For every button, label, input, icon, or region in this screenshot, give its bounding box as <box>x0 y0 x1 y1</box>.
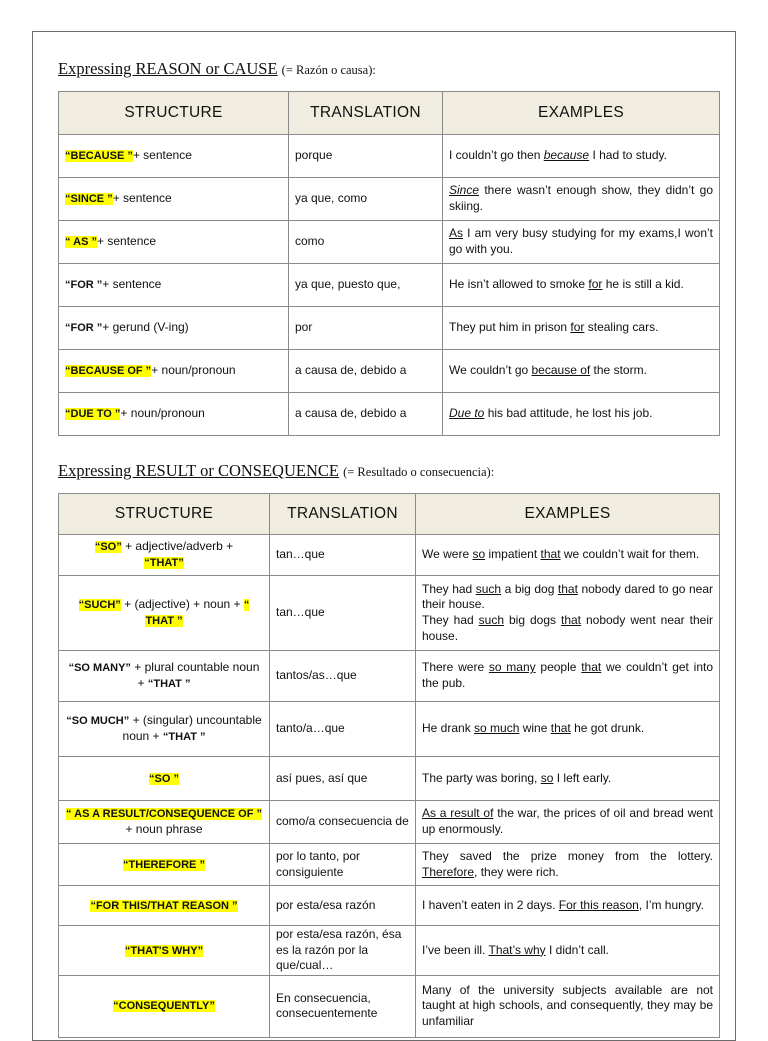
example-text: wine <box>519 721 551 736</box>
example-keyword: because of <box>531 363 591 378</box>
example-text: I didn’t call. <box>545 942 610 957</box>
translation-cell: por esta/esa razón, ésa es la razón por la que/cual… <box>270 926 416 976</box>
reason-table <box>58 91 720 436</box>
table-row <box>59 801 720 844</box>
example-text: There were <box>422 660 489 675</box>
table-row <box>59 307 720 350</box>
example-text: I couldn’t go then <box>449 148 544 163</box>
example-keyword: Due to <box>449 406 485 421</box>
keyword: “SO MANY” <box>68 662 131 675</box>
example-cell <box>443 221 720 264</box>
result-subtitle: (= Resultado o consecuencia): <box>343 465 495 479</box>
example-keyword: That’s why <box>488 942 546 957</box>
keyword: “SO” <box>94 541 122 554</box>
example-keyword: for <box>570 320 585 335</box>
translation-cell: a causa de, debido a <box>289 393 443 436</box>
example-text: , they were rich. <box>474 864 559 879</box>
structure-cell <box>59 926 270 976</box>
result-heading <box>58 461 494 481</box>
example-text: He drank <box>422 721 475 736</box>
table-row <box>59 757 720 801</box>
structure-text: + sentence <box>112 191 172 206</box>
translation-cell: por <box>289 307 443 350</box>
structure-cell <box>59 651 270 702</box>
header-structure: STRUCTURE <box>59 494 270 535</box>
example-cell <box>443 307 720 350</box>
example-text: big dogs <box>504 613 561 627</box>
example-text: stealing cars. <box>584 320 659 335</box>
structure-cell <box>59 307 289 350</box>
example-text: I left early. <box>553 770 612 785</box>
example-text: nobody went near their house. <box>422 613 713 643</box>
structure-cell <box>59 975 270 1037</box>
example-cell <box>416 844 720 886</box>
translation-cell: como/a consecuencia de <box>270 801 416 844</box>
keyword: “BECAUSE OF ” <box>65 365 152 378</box>
keyword: “FOR THIS/THAT REASON ” <box>90 899 238 912</box>
translation-cell: tan…que <box>270 576 416 651</box>
structure-text: + noun/pronoun <box>120 406 205 421</box>
example-cell: Many of the university subjects available are not taught at high schools, and consequently, they may be unfamiliar <box>416 975 720 1037</box>
structure-cell <box>59 844 270 886</box>
translation-cell: ya que, como <box>289 178 443 221</box>
table-row <box>59 975 720 1037</box>
example-text: I had to study. <box>589 148 667 163</box>
table-row <box>59 178 720 221</box>
example-keyword: that <box>550 721 571 736</box>
example-keyword: Therefore <box>422 864 475 879</box>
result-title: Expressing RESULT or CONSEQUENCE <box>58 461 339 480</box>
table-row <box>59 844 720 886</box>
table-row <box>59 651 720 702</box>
table-row <box>59 926 720 976</box>
example-cell <box>416 702 720 757</box>
keyword: “SUCH” <box>78 599 121 612</box>
example-cell <box>416 535 720 576</box>
result-header-row <box>59 494 720 535</box>
structure-text: + adjective/adverb + <box>125 539 234 554</box>
structure-text: + plural countable noun + <box>134 660 260 690</box>
structure-cell <box>59 178 289 221</box>
example-keyword: that <box>557 581 578 596</box>
example-keyword: such <box>478 613 505 627</box>
example-keyword: so much <box>474 721 520 736</box>
structure-cell <box>59 535 270 576</box>
table-row <box>59 576 720 651</box>
example-keyword: that <box>540 547 561 562</box>
structure-text: + sentence <box>132 148 192 163</box>
header-structure: STRUCTURE <box>59 92 289 135</box>
keyword: “THAT'S WHY” <box>124 944 204 957</box>
structure-cell <box>59 886 270 926</box>
example-keyword: As a result of <box>422 806 494 821</box>
example-cell <box>443 178 720 221</box>
structure-text: + sentence <box>102 277 162 292</box>
keyword: “THEREFORE ” <box>123 858 205 871</box>
example-text: he is still a kid. <box>602 277 684 292</box>
result-table <box>58 493 720 1038</box>
example-text: the storm. <box>590 363 647 378</box>
header-examples: EXAMPLES <box>416 494 720 535</box>
example-text: They put him in prison <box>449 320 571 335</box>
example-cell <box>416 757 720 801</box>
structure-text: + gerund (V-ing) <box>102 320 189 335</box>
example-text: We were <box>422 547 473 562</box>
example-keyword: for <box>588 277 603 292</box>
example-keyword: For this reason <box>558 897 639 912</box>
example-text: They saved the prize money from the lottery. <box>422 848 713 863</box>
example-text: people <box>535 660 582 675</box>
table-row <box>59 221 720 264</box>
keyword: “CONSEQUENTLY” <box>113 1000 215 1013</box>
example-text: I haven’t eaten in 2 days. <box>422 897 559 912</box>
example-keyword: such <box>475 581 502 596</box>
structure-cell <box>59 702 270 757</box>
keyword: “BECAUSE ” <box>65 150 133 163</box>
example-text: he got drunk. <box>570 721 645 736</box>
keyword: “DUE TO ” <box>65 408 121 421</box>
example-keyword: As <box>449 226 464 241</box>
keyword: “ AS A RESULT/CONSEQUENCE OF ” <box>66 808 262 821</box>
structure-cell <box>59 221 289 264</box>
example-text: I’ve been ill. <box>422 942 489 957</box>
translation-cell: como <box>289 221 443 264</box>
reason-heading <box>58 59 376 79</box>
example-keyword: so <box>472 547 486 562</box>
example-text: He isn’t allowed to smoke <box>449 277 589 292</box>
example-text: we couldn’t wait for them. <box>560 547 700 562</box>
translation-cell: por esta/esa razón <box>270 886 416 926</box>
table-row <box>59 350 720 393</box>
keyword: “SINCE ” <box>65 193 113 206</box>
header-translation: TRANSLATION <box>270 494 416 535</box>
header-examples: EXAMPLES <box>443 92 720 135</box>
example-text: I am very busy studying for my exams,I won’t go with you. <box>449 226 713 256</box>
translation-cell: ya que, puesto que, <box>289 264 443 307</box>
structure-cell <box>59 576 270 651</box>
keyword: “THAT” <box>144 557 184 569</box>
keyword: “SO ” <box>149 772 179 785</box>
table-row <box>59 393 720 436</box>
table-row <box>59 702 720 757</box>
example-cell <box>416 886 720 926</box>
example-text: there wasn’t enough show, they didn’t go skiing. <box>449 183 713 213</box>
example-text: impatient <box>485 547 541 562</box>
structure-cell <box>59 264 289 307</box>
example-text: The party was boring, <box>422 770 541 785</box>
example-text: nobody dared to go near their house. <box>422 581 713 612</box>
example-cell <box>443 135 720 178</box>
structure-text: + (adjective) + noun + <box>124 597 241 612</box>
example-text: we couldn’t get into the pub. <box>422 660 713 690</box>
keyword: “ AS ” <box>65 236 97 249</box>
keyword: “FOR ” <box>65 279 103 292</box>
structure-cell <box>59 801 270 844</box>
structure-cell <box>59 757 270 801</box>
keyword: “THAT ” <box>162 731 206 743</box>
structure-cell <box>59 393 289 436</box>
example-keyword: Since <box>449 183 480 198</box>
structure-text: + sentence <box>97 234 157 249</box>
example-cell <box>443 264 720 307</box>
example-cell <box>443 393 720 436</box>
keyword: “SO MUCH” <box>66 715 130 728</box>
structure-text: + noun/pronoun <box>151 363 236 378</box>
example-text: the war, the prices of oil and bread went up enormously. <box>422 806 713 836</box>
example-text: They had <box>422 581 476 596</box>
reason-title: Expressing REASON or CAUSE <box>58 59 278 78</box>
translation-cell: por lo tanto, por consiguiente <box>270 844 416 886</box>
table-row <box>59 135 720 178</box>
example-cell <box>416 801 720 844</box>
reason-subtitle: (= Razón o causa): <box>281 63 376 77</box>
example-text: a big dog <box>501 581 558 596</box>
example-text: We couldn’t go <box>449 363 532 378</box>
example-keyword: that <box>581 660 602 675</box>
translation-cell: porque <box>289 135 443 178</box>
example-keyword: so <box>540 770 554 785</box>
translation-cell: En consecuencia, consecuentemente <box>270 975 416 1037</box>
keyword: “ THAT ” <box>145 599 250 627</box>
example-text: They had <box>422 613 479 627</box>
translation-cell: tanto/a…que <box>270 702 416 757</box>
structure-cell <box>59 350 289 393</box>
keyword: “THAT ” <box>147 678 191 690</box>
keyword: “FOR ” <box>65 322 103 335</box>
header-translation: TRANSLATION <box>289 92 443 135</box>
translation-cell: tantos/as…que <box>270 651 416 702</box>
translation-cell: tan…que <box>270 535 416 576</box>
translation-cell: a causa de, debido a <box>289 350 443 393</box>
structure-text: + noun phrase <box>125 822 203 836</box>
translation-cell: así pues, así que <box>270 757 416 801</box>
example-cell <box>416 651 720 702</box>
table-row <box>59 886 720 926</box>
structure-text: + (singular) uncountable noun + <box>122 713 262 743</box>
example-keyword: so many <box>488 660 536 675</box>
structure-cell <box>59 135 289 178</box>
example-text: , I’m hungry. <box>638 897 704 912</box>
table-row <box>59 264 720 307</box>
example-text: his bad attitude, he lost his job. <box>484 406 653 421</box>
example-cell <box>443 350 720 393</box>
example-cell <box>416 576 720 651</box>
reason-header-row <box>59 92 720 135</box>
example-keyword: because <box>543 148 590 163</box>
example-keyword: that <box>560 613 581 627</box>
example-cell <box>416 926 720 976</box>
table-row <box>59 535 720 576</box>
